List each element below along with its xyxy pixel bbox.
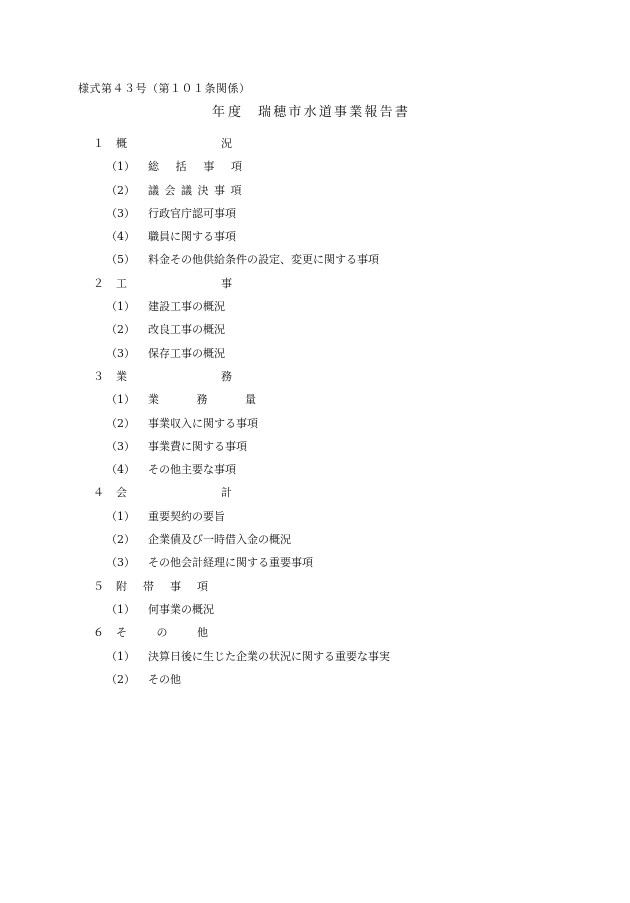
section-title-char: 他 bbox=[197, 626, 208, 640]
section-heading bbox=[0, 132, 630, 155]
sub-item bbox=[0, 528, 630, 551]
sub-item bbox=[0, 248, 630, 271]
sub-item-number: （1） bbox=[106, 602, 135, 616]
title-fiscal-year: 年度 bbox=[212, 105, 245, 120]
sub-item-title: 建設工事の概況 bbox=[148, 300, 225, 314]
sub-item-title-char: 務 bbox=[196, 393, 208, 407]
sub-item bbox=[0, 318, 630, 341]
sub-item-title-char: 項 bbox=[230, 160, 242, 174]
report-outline bbox=[0, 132, 630, 691]
title-main: 瑞穂市水道事業報告書 bbox=[258, 105, 411, 120]
section-title-char: 計 bbox=[221, 486, 232, 500]
section-title-char: 事 bbox=[221, 276, 232, 290]
sub-item-title: 何事業の概況 bbox=[148, 602, 214, 616]
section-number: ５ bbox=[93, 579, 104, 593]
section-number: ３ bbox=[93, 369, 104, 383]
sub-item-title-char: 総 bbox=[148, 160, 159, 174]
sub-item bbox=[0, 435, 630, 458]
sub-item-title-char: 業 bbox=[148, 393, 159, 407]
sub-item-title: 企業債及び一時借入金の概況 bbox=[148, 533, 291, 547]
section-title-char: の bbox=[156, 626, 168, 640]
sub-item-number: （2） bbox=[106, 672, 135, 686]
sub-item-number: （2） bbox=[106, 416, 135, 430]
section-title-char: そ bbox=[116, 626, 127, 640]
sub-item-title: その他主要な事項 bbox=[148, 463, 236, 477]
section-title bbox=[116, 575, 208, 598]
sub-item bbox=[0, 598, 630, 621]
sub-item bbox=[0, 225, 630, 248]
section-title-char: 況 bbox=[221, 137, 232, 150]
sub-item-title: 職員に関する事項 bbox=[148, 230, 236, 244]
sub-item-title: 重要契約の要旨 bbox=[148, 509, 225, 523]
sub-item-title-char: 事 bbox=[203, 160, 215, 174]
section-number: １ bbox=[93, 137, 104, 150]
section-heading bbox=[0, 621, 630, 644]
sub-item-number: （2） bbox=[106, 323, 135, 337]
sub-item bbox=[0, 179, 630, 202]
section-title bbox=[116, 132, 232, 155]
sub-item-number: （5） bbox=[106, 253, 135, 267]
sub-item bbox=[0, 551, 630, 574]
section-title-char: 工 bbox=[116, 276, 127, 290]
sub-item-number: （1） bbox=[106, 649, 135, 663]
sub-item-title: 保存工事の概況 bbox=[148, 346, 225, 360]
sub-item bbox=[0, 342, 630, 365]
sub-item-number: （4） bbox=[106, 230, 135, 244]
sub-item-title: 料金その他供給条件の設定、変更に関する事項 bbox=[148, 253, 379, 267]
section-title-char: 附 bbox=[116, 579, 127, 593]
sub-item-title: 事業費に関する事項 bbox=[148, 439, 247, 453]
sub-item bbox=[0, 668, 630, 691]
sub-item-number: （2） bbox=[106, 183, 135, 197]
sub-item-title bbox=[148, 388, 256, 411]
sub-item-title-char: 量 bbox=[245, 393, 256, 407]
sub-item-number: （1） bbox=[106, 160, 135, 174]
section-heading bbox=[0, 272, 630, 295]
section-number: ２ bbox=[93, 276, 104, 290]
sub-item bbox=[0, 155, 630, 178]
sub-item-number: （4） bbox=[106, 463, 135, 477]
sub-item-number: （1） bbox=[106, 300, 135, 314]
sub-item bbox=[0, 505, 630, 528]
section-title-char: 概 bbox=[116, 137, 127, 150]
sub-item-title: その他会計経理に関する重要事項 bbox=[148, 556, 313, 570]
sub-item-title: 改良工事の概況 bbox=[148, 323, 225, 337]
section-title-char: 務 bbox=[221, 369, 232, 383]
sub-item-number: （3） bbox=[106, 206, 135, 220]
section-heading bbox=[0, 365, 630, 388]
section-title bbox=[116, 481, 232, 504]
section-heading bbox=[0, 575, 630, 598]
section-title-char: 業 bbox=[116, 369, 127, 383]
sub-item bbox=[0, 412, 630, 435]
section-number: ６ bbox=[93, 626, 104, 640]
section-number: ４ bbox=[93, 486, 104, 500]
section-title-char: 帯 bbox=[143, 579, 154, 593]
sub-item bbox=[0, 295, 630, 318]
form-number: 様式第４３号（第１０１条関係） bbox=[78, 82, 251, 95]
sub-item-title: 行政官庁認可事項 bbox=[148, 206, 236, 220]
sub-item-title: 事業収入に関する事項 bbox=[148, 416, 258, 430]
sub-item-number: （3） bbox=[106, 346, 135, 360]
section-title bbox=[116, 272, 232, 295]
section-heading bbox=[0, 481, 630, 504]
sub-item-number: （2） bbox=[106, 533, 135, 547]
sub-item bbox=[0, 202, 630, 225]
sub-item-title: その他 bbox=[148, 672, 181, 686]
section-title-char: 事 bbox=[170, 579, 181, 593]
sub-item-title bbox=[148, 155, 242, 178]
sub-item-number: （3） bbox=[106, 556, 135, 570]
section-title bbox=[116, 365, 232, 388]
section-title-char: 項 bbox=[197, 579, 208, 593]
section-title-char: 会 bbox=[116, 486, 127, 500]
sub-item-number: （3） bbox=[106, 439, 135, 453]
sub-item-number: （1） bbox=[106, 509, 135, 523]
document-title bbox=[212, 101, 410, 120]
sub-item-number: （1） bbox=[106, 393, 135, 407]
sub-item-title: 決算日後に生じた企業の状況に関する重要な事実 bbox=[148, 649, 390, 663]
sub-item bbox=[0, 458, 630, 481]
sub-item bbox=[0, 645, 630, 668]
sub-item-title: 議会議決事項 bbox=[148, 183, 247, 197]
sub-item bbox=[0, 388, 630, 411]
sub-item-title-char: 括 bbox=[175, 160, 187, 174]
section-title bbox=[116, 621, 208, 644]
